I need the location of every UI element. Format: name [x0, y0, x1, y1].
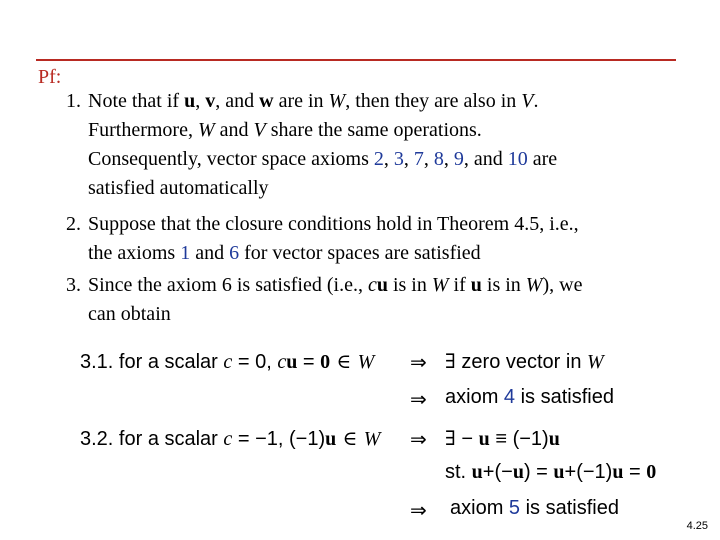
- proof-step-1: [66, 87, 706, 203]
- text: can obtain: [88, 303, 171, 325]
- text: = 0,: [232, 351, 278, 373]
- axiom-number: 1: [180, 242, 191, 264]
- text: and: [214, 119, 254, 141]
- text: Consequently, vector space axioms: [88, 148, 374, 170]
- element-of-symbol: ∈: [330, 349, 358, 373]
- text: the axioms: [88, 242, 181, 264]
- text: = −1,: [232, 428, 290, 450]
- text: ), we: [542, 274, 583, 296]
- text: =: [623, 461, 647, 483]
- axiom-number: 10: [507, 148, 528, 170]
- text: Note that if: [88, 90, 185, 112]
- text: ,: [195, 90, 206, 112]
- math-line-3-1: [80, 349, 374, 374]
- scalar-c: c: [367, 274, 377, 296]
- step-number: 1.: [66, 90, 81, 112]
- vector-w: w: [259, 90, 274, 112]
- text: +(−: [482, 461, 513, 483]
- text: share the same operations.: [265, 119, 482, 141]
- axiom-number: 5: [508, 497, 521, 519]
- scalar-c: c: [277, 351, 287, 373]
- text: , and: [215, 90, 260, 112]
- implies-arrow-icon: ⇒: [410, 350, 427, 374]
- exists-symbol: ∃: [445, 349, 456, 373]
- text: st.: [445, 461, 472, 483]
- text: ,: [423, 148, 434, 170]
- implies-arrow-icon: ⇒: [410, 498, 427, 522]
- vector-u: u: [612, 461, 624, 483]
- element-of-symbol: ∈: [336, 426, 364, 450]
- text: axiom: [445, 386, 504, 408]
- vector-u: u: [478, 428, 490, 450]
- text: axiom: [450, 497, 509, 519]
- set-V: V: [521, 90, 534, 112]
- set-V: V: [253, 119, 266, 141]
- text: 3.2. for a scalar: [80, 428, 224, 450]
- text: ,: [443, 148, 454, 170]
- text: and: [190, 242, 230, 264]
- title-rule: [36, 59, 676, 61]
- axiom-number: 4: [503, 386, 516, 408]
- text: is in: [481, 274, 526, 296]
- text: zero vector in: [455, 351, 588, 373]
- math-line-axiom-5: [450, 497, 619, 520]
- axiom-number: 7: [413, 148, 424, 170]
- proof-step-3: [66, 271, 706, 329]
- text: ) =: [523, 461, 554, 483]
- vector-u: u: [376, 274, 388, 296]
- axiom-number: 6: [229, 242, 240, 264]
- math-line-3-2: [80, 426, 380, 451]
- text: Furthermore,: [88, 119, 198, 141]
- axiom-number: 8: [433, 148, 444, 170]
- text: is satisfied: [515, 386, 614, 408]
- zero-vector: 0: [320, 351, 331, 373]
- vector-u: u: [553, 461, 565, 483]
- vector-u: u: [548, 428, 560, 450]
- text: satisfied automatically: [88, 177, 269, 199]
- text: ,: [403, 148, 414, 170]
- set-W: W: [525, 274, 543, 296]
- text: , and: [463, 148, 508, 170]
- text: Suppose that the closure conditions hold in Theorem 4.5, i.e.,: [88, 213, 579, 235]
- vector-v: v: [205, 90, 216, 112]
- text: (−1): [289, 428, 326, 450]
- text: .: [533, 90, 539, 112]
- text: are: [527, 148, 558, 170]
- scalar-c: c: [223, 428, 233, 450]
- vector-u: u: [325, 428, 337, 450]
- implies-arrow-icon: ⇒: [410, 427, 427, 451]
- exists-symbol: ∃: [445, 426, 456, 450]
- text: ≡ (−1): [489, 428, 549, 450]
- zero-vector: 0: [646, 461, 657, 483]
- math-line-3-1-conclusion: [445, 349, 604, 374]
- set-W: W: [197, 119, 215, 141]
- text: are in: [273, 90, 329, 112]
- vector-u: u: [471, 461, 483, 483]
- axiom-number: 3: [393, 148, 404, 170]
- step-number: 2.: [66, 213, 81, 235]
- vector-u: u: [184, 90, 196, 112]
- page-number: 4.25: [686, 520, 708, 532]
- vector-u: u: [470, 274, 482, 296]
- text: 3.1. for a scalar: [80, 351, 224, 373]
- text: ,: [383, 148, 394, 170]
- scalar-c: c: [223, 351, 233, 373]
- math-line-axiom-4: [445, 386, 614, 409]
- set-W: W: [431, 274, 449, 296]
- text: +(−1): [564, 461, 613, 483]
- set-W: W: [328, 90, 346, 112]
- text: Since the axiom 6 is satisfied (i.e.,: [88, 274, 368, 296]
- math-line-3-2-conclusion: [445, 426, 560, 451]
- step-number: 3.: [66, 274, 81, 296]
- axiom-number: 9: [453, 148, 464, 170]
- text: is satisfied: [520, 497, 619, 519]
- text: if: [448, 274, 471, 296]
- text: for vector spaces are satisfied: [239, 242, 481, 264]
- axiom-number: 2: [373, 148, 384, 170]
- math-line-st: [445, 461, 656, 484]
- set-W: W: [363, 428, 381, 450]
- implies-arrow-icon: ⇒: [410, 387, 427, 411]
- set-W: W: [587, 351, 604, 373]
- text: =: [297, 351, 321, 373]
- set-W: W: [357, 351, 375, 373]
- text: , then they are also in: [345, 90, 522, 112]
- vector-u: u: [286, 351, 298, 373]
- text: −: [455, 428, 479, 450]
- proof-label: Pf:: [38, 66, 62, 88]
- proof-step-2: [66, 210, 706, 268]
- text: is in: [387, 274, 432, 296]
- vector-u: u: [512, 461, 524, 483]
